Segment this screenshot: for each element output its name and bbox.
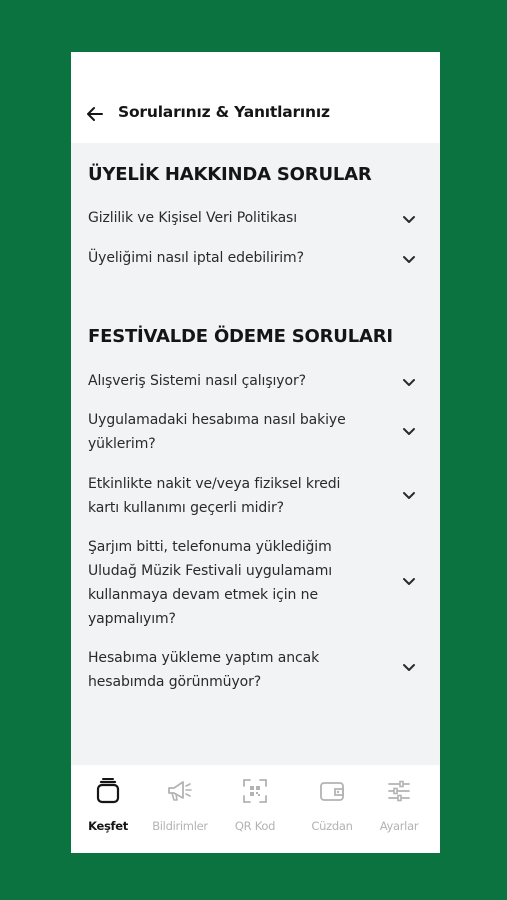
qr-code-icon [241, 777, 269, 805]
faq-question: Gizlilik ve Kişisel Veri Politikası [88, 210, 298, 226]
section-title-membership: ÜYELİK HAKKINDA SORULAR [88, 164, 372, 185]
faq-item[interactable] [71, 367, 440, 397]
faq-item[interactable] [71, 204, 440, 234]
chevron-down-icon [402, 255, 416, 265]
faq-question: Üyeliğimi nasıl iptal edebilirim? [88, 250, 304, 266]
faq-question: Etkinlikte nakit ve/veya fiziksel kredi kartı kullanımı geçerli midir? [88, 476, 341, 516]
faq-item[interactable] [71, 470, 440, 522]
faq-question: Uygulamadaki hesabıma nasıl bakiye yüklerim? [88, 412, 346, 452]
section-title-payment: FESTİVALDE ÖDEME SORULARI [88, 326, 393, 347]
faq-question: Şarjım bitti, telefonuma yüklediğim Uludağ Müzik Festivali uygulamamı kullanmaya devam etmek için ne yapmalıyım? [88, 539, 333, 627]
faq-item[interactable] [71, 244, 440, 274]
wallet-icon [318, 777, 346, 805]
chevron-down-icon [402, 577, 416, 587]
tab-label: Keşfet [88, 819, 128, 833]
tab-settings[interactable] [362, 765, 436, 853]
chevron-down-icon [402, 215, 416, 225]
page-title: Sorularınız & Yanıtlarınız [118, 103, 330, 121]
faq-question: Alışveriş Sistemi nasıl çalışıyor? [88, 373, 306, 389]
chevron-down-icon [402, 663, 416, 673]
faq-question: Hesabıma yükleme yaptım ancak hesabımda görünmüyor? [88, 650, 320, 690]
tab-discover[interactable] [71, 765, 145, 853]
faq-item[interactable] [71, 644, 440, 696]
app-header [71, 52, 440, 143]
tab-label: Bildirimler [152, 819, 208, 833]
tab-wallet[interactable] [295, 765, 369, 853]
chevron-down-icon [402, 491, 416, 501]
settings-sliders-icon [385, 777, 413, 805]
tab-notifications[interactable] [143, 765, 217, 853]
tab-qr-code[interactable] [218, 765, 292, 853]
chevron-down-icon [402, 378, 416, 388]
discover-icon [94, 777, 122, 805]
app-screen [71, 52, 440, 853]
chevron-down-icon [402, 427, 416, 437]
faq-item[interactable] [71, 406, 440, 458]
tab-label: QR Kod [234, 819, 276, 833]
tab-label: Cüzdan [311, 819, 353, 833]
bottom-tab-bar [71, 765, 440, 853]
tab-label: Ayarlar [379, 819, 419, 833]
back-arrow-icon[interactable] [85, 104, 105, 124]
faq-item[interactable] [71, 533, 440, 633]
megaphone-icon [166, 777, 194, 805]
